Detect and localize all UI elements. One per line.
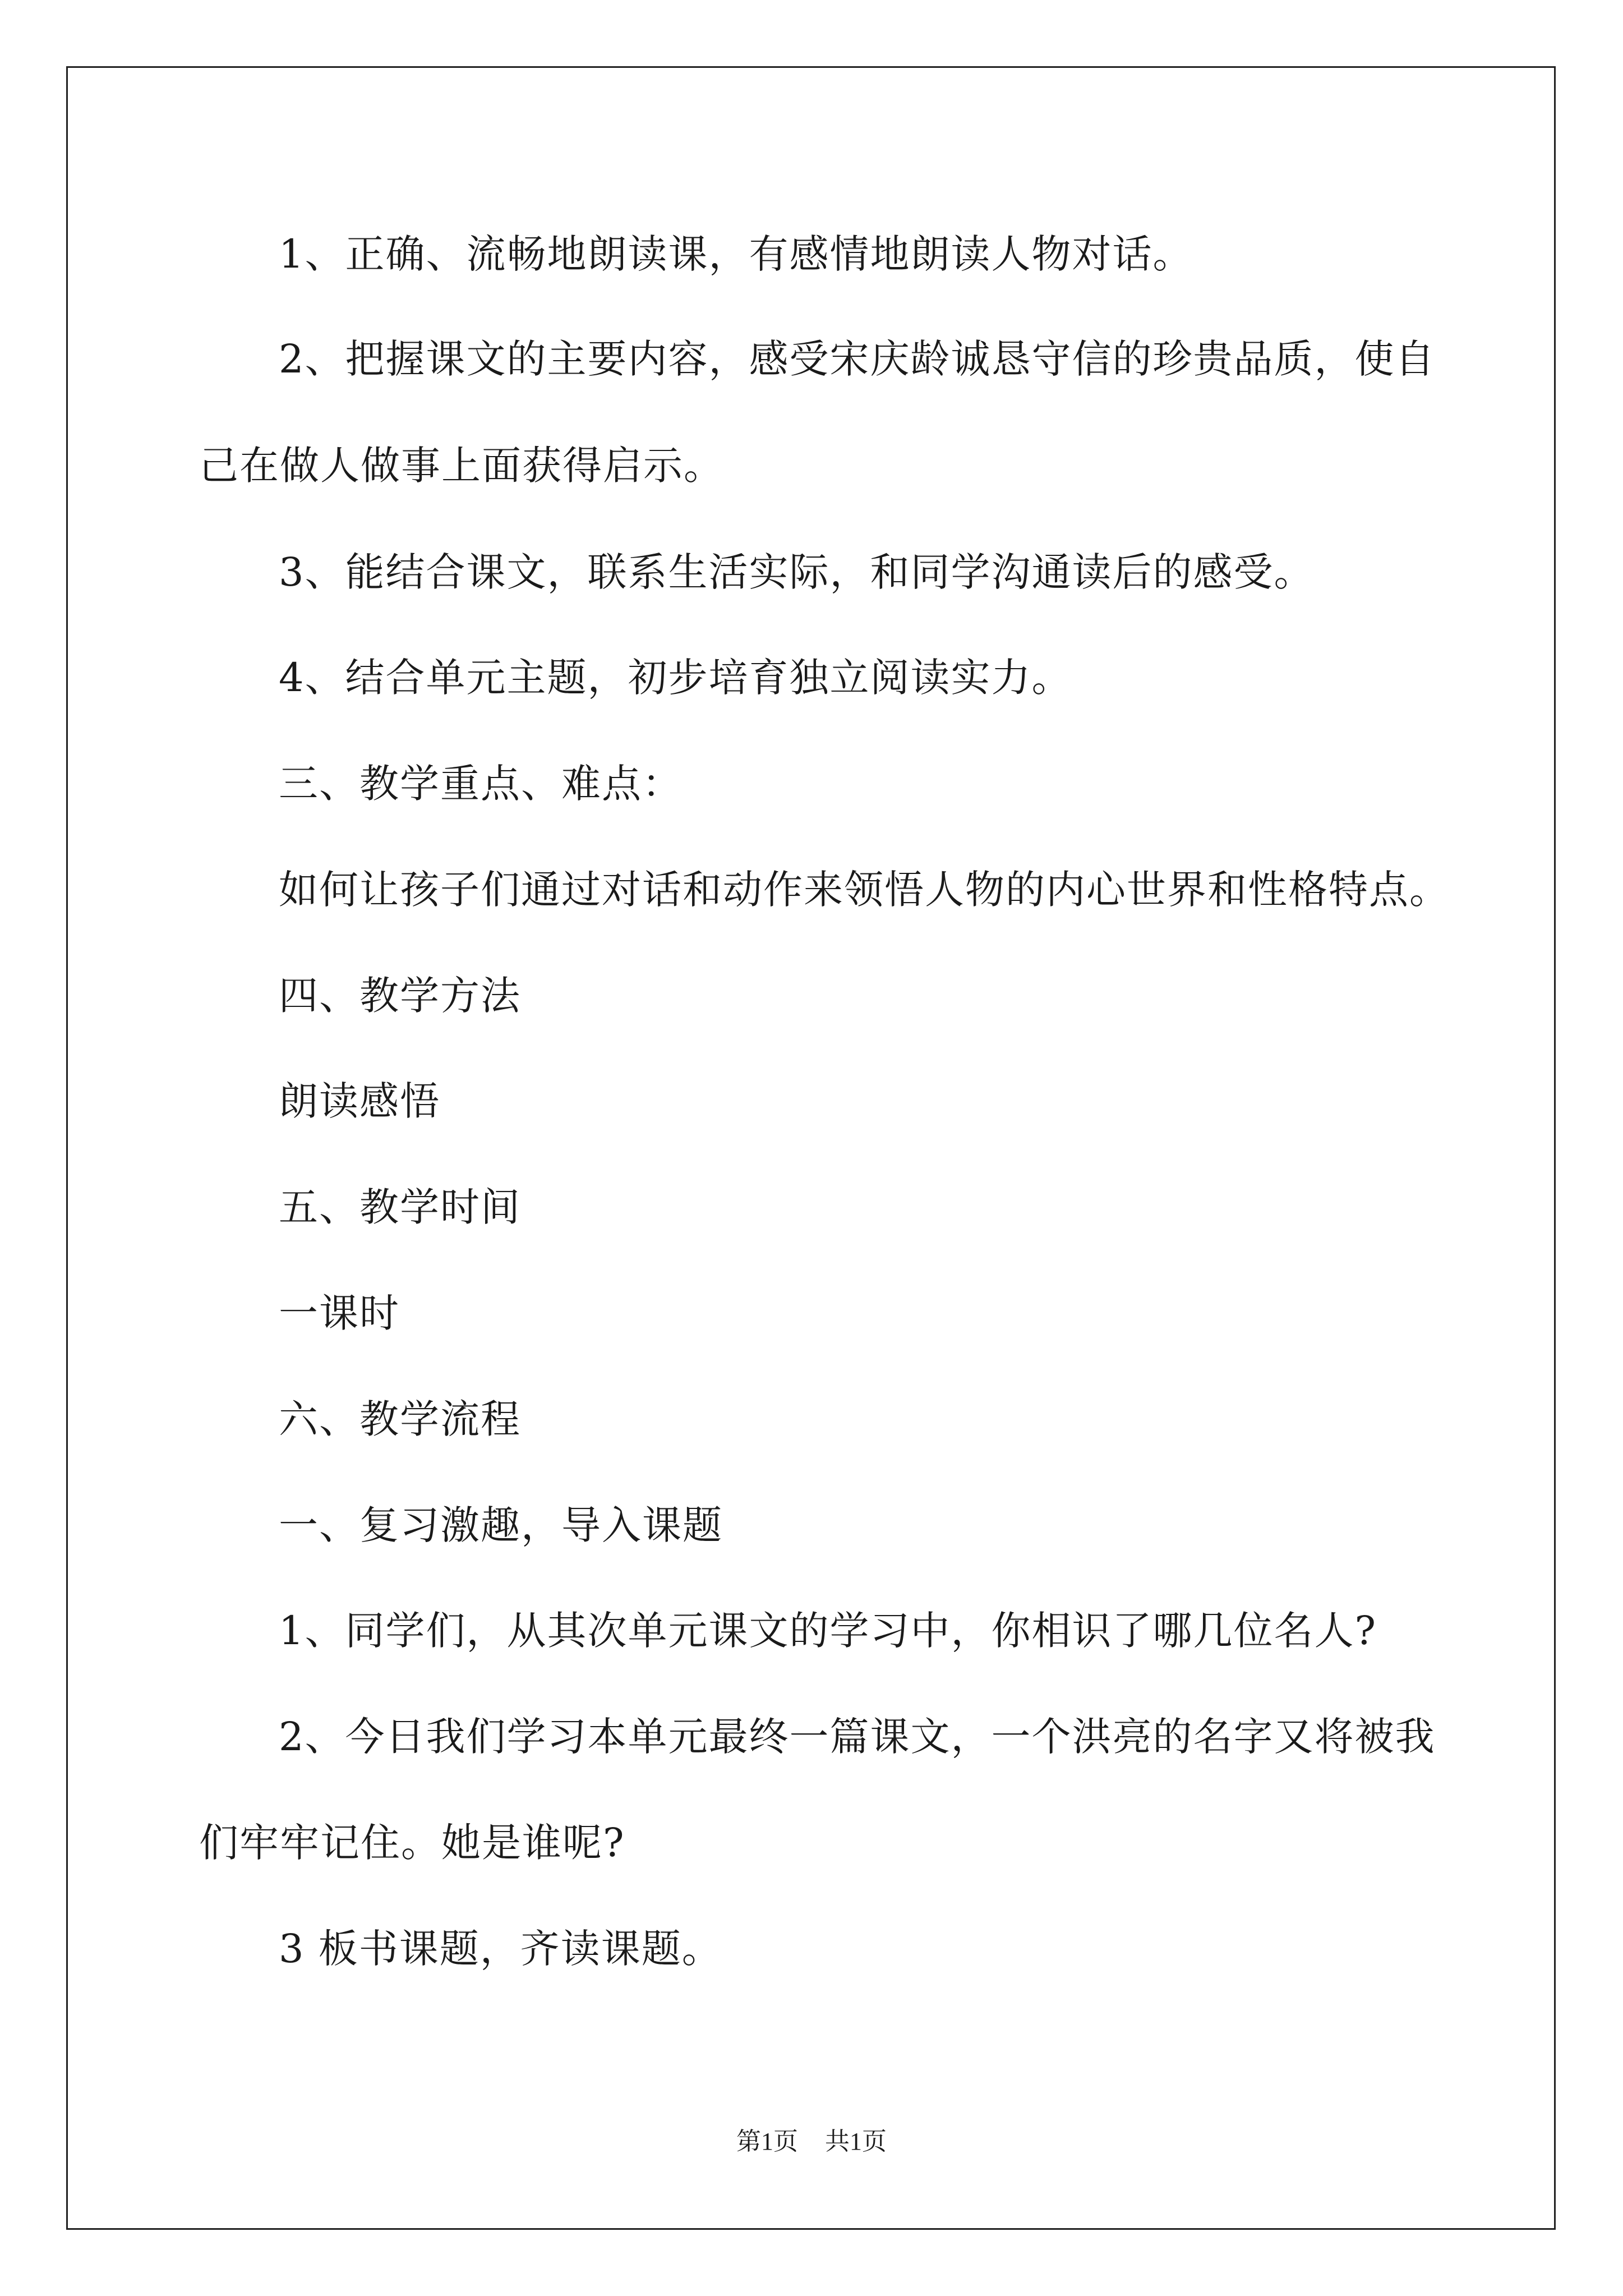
- step-2-line-2: 们牢牢记住。她是谁呢?: [199, 1820, 625, 1866]
- objective-4: 4、结合单元主题，初步培育独立阅读实力。: [279, 655, 1072, 701]
- page-total: 共1页: [825, 2128, 887, 2155]
- objective-3: 3、能结合课文，联系生活实际，和同学沟通读后的感受。: [279, 549, 1315, 595]
- key-points-text: 如何让孩子们通过对话和动作来领悟人物的内心世界和性格特点。: [279, 867, 1450, 913]
- step-2-line-1: 2、今日我们学习本单元最终一篇课文，一个洪亮的名字又将被我: [279, 1714, 1436, 1760]
- step-heading-review: 一、复习激趣，导入课题: [279, 1502, 723, 1548]
- time-text: 一课时: [279, 1290, 400, 1336]
- objective-2-line-1: 2、把握课文的主要内容，感受宋庆龄诚恳守信的珍贵品质，使自: [279, 336, 1436, 382]
- method-text: 朗读感悟: [279, 1078, 440, 1124]
- section-heading-time: 五、教学时间: [279, 1184, 521, 1230]
- step-3: 3 板书课题，齐读课题。: [279, 1926, 722, 1972]
- page-number: 第1页: [736, 2128, 798, 2155]
- objective-2-line-2: 己在做人做事上面获得启示。: [199, 443, 724, 489]
- objective-1: 1、正确、流畅地朗读课，有感情地朗读人物对话。: [279, 231, 1193, 277]
- section-heading-process: 六、教学流程: [279, 1396, 521, 1442]
- section-heading-key-points: 三、教学重点、难点：: [279, 761, 683, 807]
- page-footer: [0, 2125, 1623, 2159]
- section-heading-method: 四、教学方法: [279, 973, 521, 1019]
- step-1: 1、同学们，从其次单元课文的学习中，你相识了哪几位名人?: [279, 1608, 1377, 1654]
